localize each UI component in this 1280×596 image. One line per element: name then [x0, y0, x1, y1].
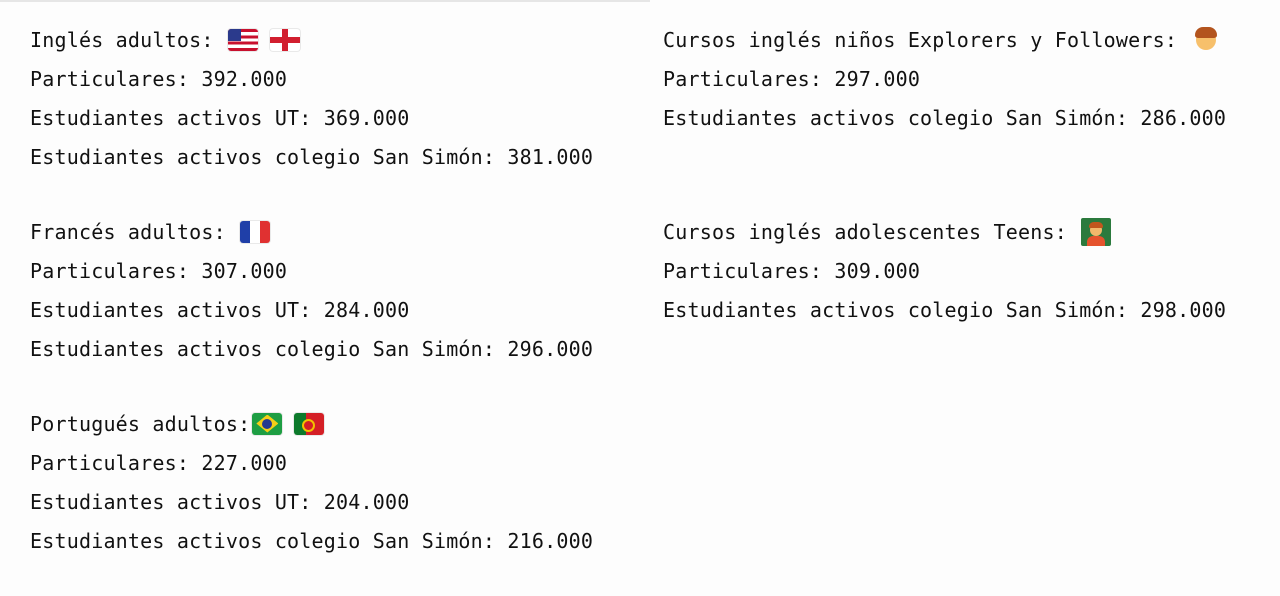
- ingles-ut: Estudiantes activos UT: 369.000: [30, 105, 410, 130]
- portugues-san-simon: Estudiantes activos colegio San Simón: 216.000: [30, 528, 594, 553]
- teens-heading: [663, 212, 1263, 251]
- brazil-flag-icon: [252, 413, 282, 435]
- boy-icon: [1191, 25, 1221, 55]
- ninos-particulares: Particulares: 297.000: [663, 66, 921, 91]
- portugues-adultos-block: [30, 404, 630, 560]
- ingles-adultos-block: [30, 20, 630, 176]
- teens-title: Cursos inglés adolescentes Teens:: [663, 219, 1067, 244]
- frances-adultos-title: Francés adultos:: [30, 219, 226, 244]
- ninos-icons: [1191, 25, 1221, 55]
- france-flag-icon: [240, 221, 270, 243]
- ingles-flags: [228, 29, 300, 51]
- teens-icons: [1081, 217, 1111, 247]
- frances-flags: [240, 221, 270, 243]
- frances-ut: Estudiantes activos UT: 284.000: [30, 297, 410, 322]
- ninos-san-simon: Estudiantes activos colegio San Simón: 286.000: [663, 105, 1227, 130]
- frances-particulares: Particulares: 307.000: [30, 258, 288, 283]
- portugal-flag-icon: [294, 413, 324, 435]
- right-column: [663, 20, 1263, 365]
- top-divider: [0, 0, 650, 2]
- frances-san-simon: Estudiantes activos colegio San Simón: 296.000: [30, 336, 594, 361]
- england-flag-icon: [270, 29, 300, 51]
- ninos-heading: [663, 20, 1263, 59]
- portugues-particulares: Particulares: 227.000: [30, 450, 288, 475]
- teens-san-simon: Estudiantes activos colegio San Simón: 298.000: [663, 297, 1227, 322]
- ingles-particulares: Particulares: 392.000: [30, 66, 288, 91]
- portugues-ut: Estudiantes activos UT: 204.000: [30, 489, 410, 514]
- ninos-title: Cursos inglés niños Explorers y Followers:: [663, 27, 1178, 52]
- us-flag-icon: [228, 29, 258, 51]
- portugues-flags: [252, 413, 324, 435]
- teacher-icon: [1081, 217, 1111, 247]
- frances-adultos-block: [30, 212, 630, 368]
- left-column: [30, 20, 630, 596]
- ingles-adultos-title: Inglés adultos:: [30, 27, 214, 52]
- teens-particulares: Particulares: 309.000: [663, 258, 921, 283]
- frances-adultos-heading: [30, 212, 630, 251]
- teens-block: [663, 212, 1263, 329]
- portugues-adultos-title: Portugués adultos:: [30, 411, 251, 436]
- ingles-adultos-heading: [30, 20, 630, 59]
- portugues-adultos-heading: [30, 404, 630, 443]
- ninos-block: [663, 20, 1263, 137]
- ingles-san-simon: Estudiantes activos colegio San Simón: 381.000: [30, 144, 594, 169]
